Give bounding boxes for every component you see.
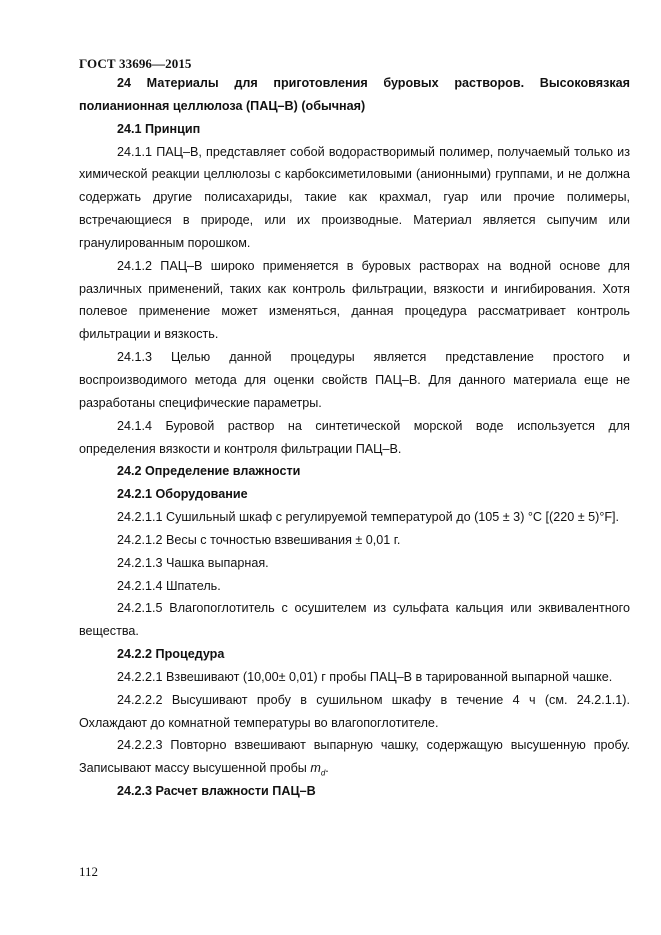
subsection-heading-24-2-3: 24.2.3 Расчет влажности ПАЦ–В xyxy=(117,784,316,799)
paragraph-24-2-1-2: 24.2.1.2 Весы с точностью взвешивания ± 0,01 г. xyxy=(117,532,401,547)
paragraph-24-2-2-3-text: 24.2.2.3 Повторно взвешивают выпарную чашку, содержащую высушенную пробу. Записывают массу высушенной пробы xyxy=(79,738,630,776)
document-body xyxy=(79,72,630,803)
paragraph-24-2-2-1: 24.2.2.1 Взвешивают (10,00± 0,01) г пробы ПАЦ–В в тарированной выпарной чашке. xyxy=(117,669,613,684)
paragraph-24-1-4: 24.1.4 Буровой раствор на синтетической морской воде используется для определения вязкости и контроля фильтрации ПАЦ–В. xyxy=(79,418,630,456)
paragraph-24-1-2: 24.1.2 ПАЦ–В широко применяется в буровых растворах на водной основе для различных применений, таких как контроль фильтрации, вязкости и ингибирования. Хотя полевое применение может изменяться, данная процедура рассматривает контроль фильтрации и вязкость. xyxy=(79,258,630,342)
paragraph-24-2-1-5: 24.2.1.5 Влагопоглотитель с осушителем из сульфата кальция или эквивалентного вещества. xyxy=(79,601,630,639)
paragraph-end-period: . xyxy=(325,761,329,776)
paragraph-24-2-2-2: 24.2.2.2 Высушивают пробу в сушильном шкафу в течение 4 ч (см. 24.2.1.1). Охлаждают до комнатной температуры во влагопоглотителе. xyxy=(79,692,630,730)
mass-variable: m xyxy=(310,761,321,776)
paragraph-24-2-1-3: 24.2.1.3 Чашка выпарная. xyxy=(117,555,269,570)
paragraph-24-2-1-1: 24.2.1.1 Сушильный шкаф с регулируемой температурой до (105 ± 3) °С [(220 ± 5)°F]. xyxy=(117,510,620,525)
paragraph-24-2-1-4: 24.2.1.4 Шпатель. xyxy=(117,578,221,593)
subsection-heading-24-2-1: 24.2.1 Оборудование xyxy=(117,487,248,502)
paragraph-24-2-2-3 xyxy=(79,734,630,780)
subsection-heading-24-2: 24.2 Определение влажности xyxy=(117,464,301,479)
section-heading-24: 24 Материалы для приготовления буровых растворов. Высоковязкая полианионная целлюлоза (ПАЦ–В) (обычная) xyxy=(79,76,630,113)
paragraph-24-1-3: 24.1.3 Целью данной процедуры является представление простого и воспроизводимого метода для оценки свойств ПАЦ–В. Для данного материала еще не разработаны специфические параметры. xyxy=(79,350,630,410)
subsection-heading-24-2-2: 24.2.2 Процедура xyxy=(117,647,225,662)
subsection-heading-24-1: 24.1 Принцип xyxy=(117,121,201,136)
paragraph-24-1-1: 24.1.1 ПАЦ–В, представляет собой водорастворимый полимер, получаемый только из химической реакции целлюлозы с карбоксиметиловыми (анионными) группами, и не должна содержать другие полисахариды, такие как крахмал, гуар или прочие полимеры, встречающиеся в природе, или их производные. Материал является сыпучим или гранулированным порошком. xyxy=(79,144,630,250)
page-number: 112 xyxy=(79,864,99,879)
mass-subscript: d xyxy=(320,768,326,778)
standard-header: ГОСТ 33696—2015 xyxy=(79,56,192,71)
